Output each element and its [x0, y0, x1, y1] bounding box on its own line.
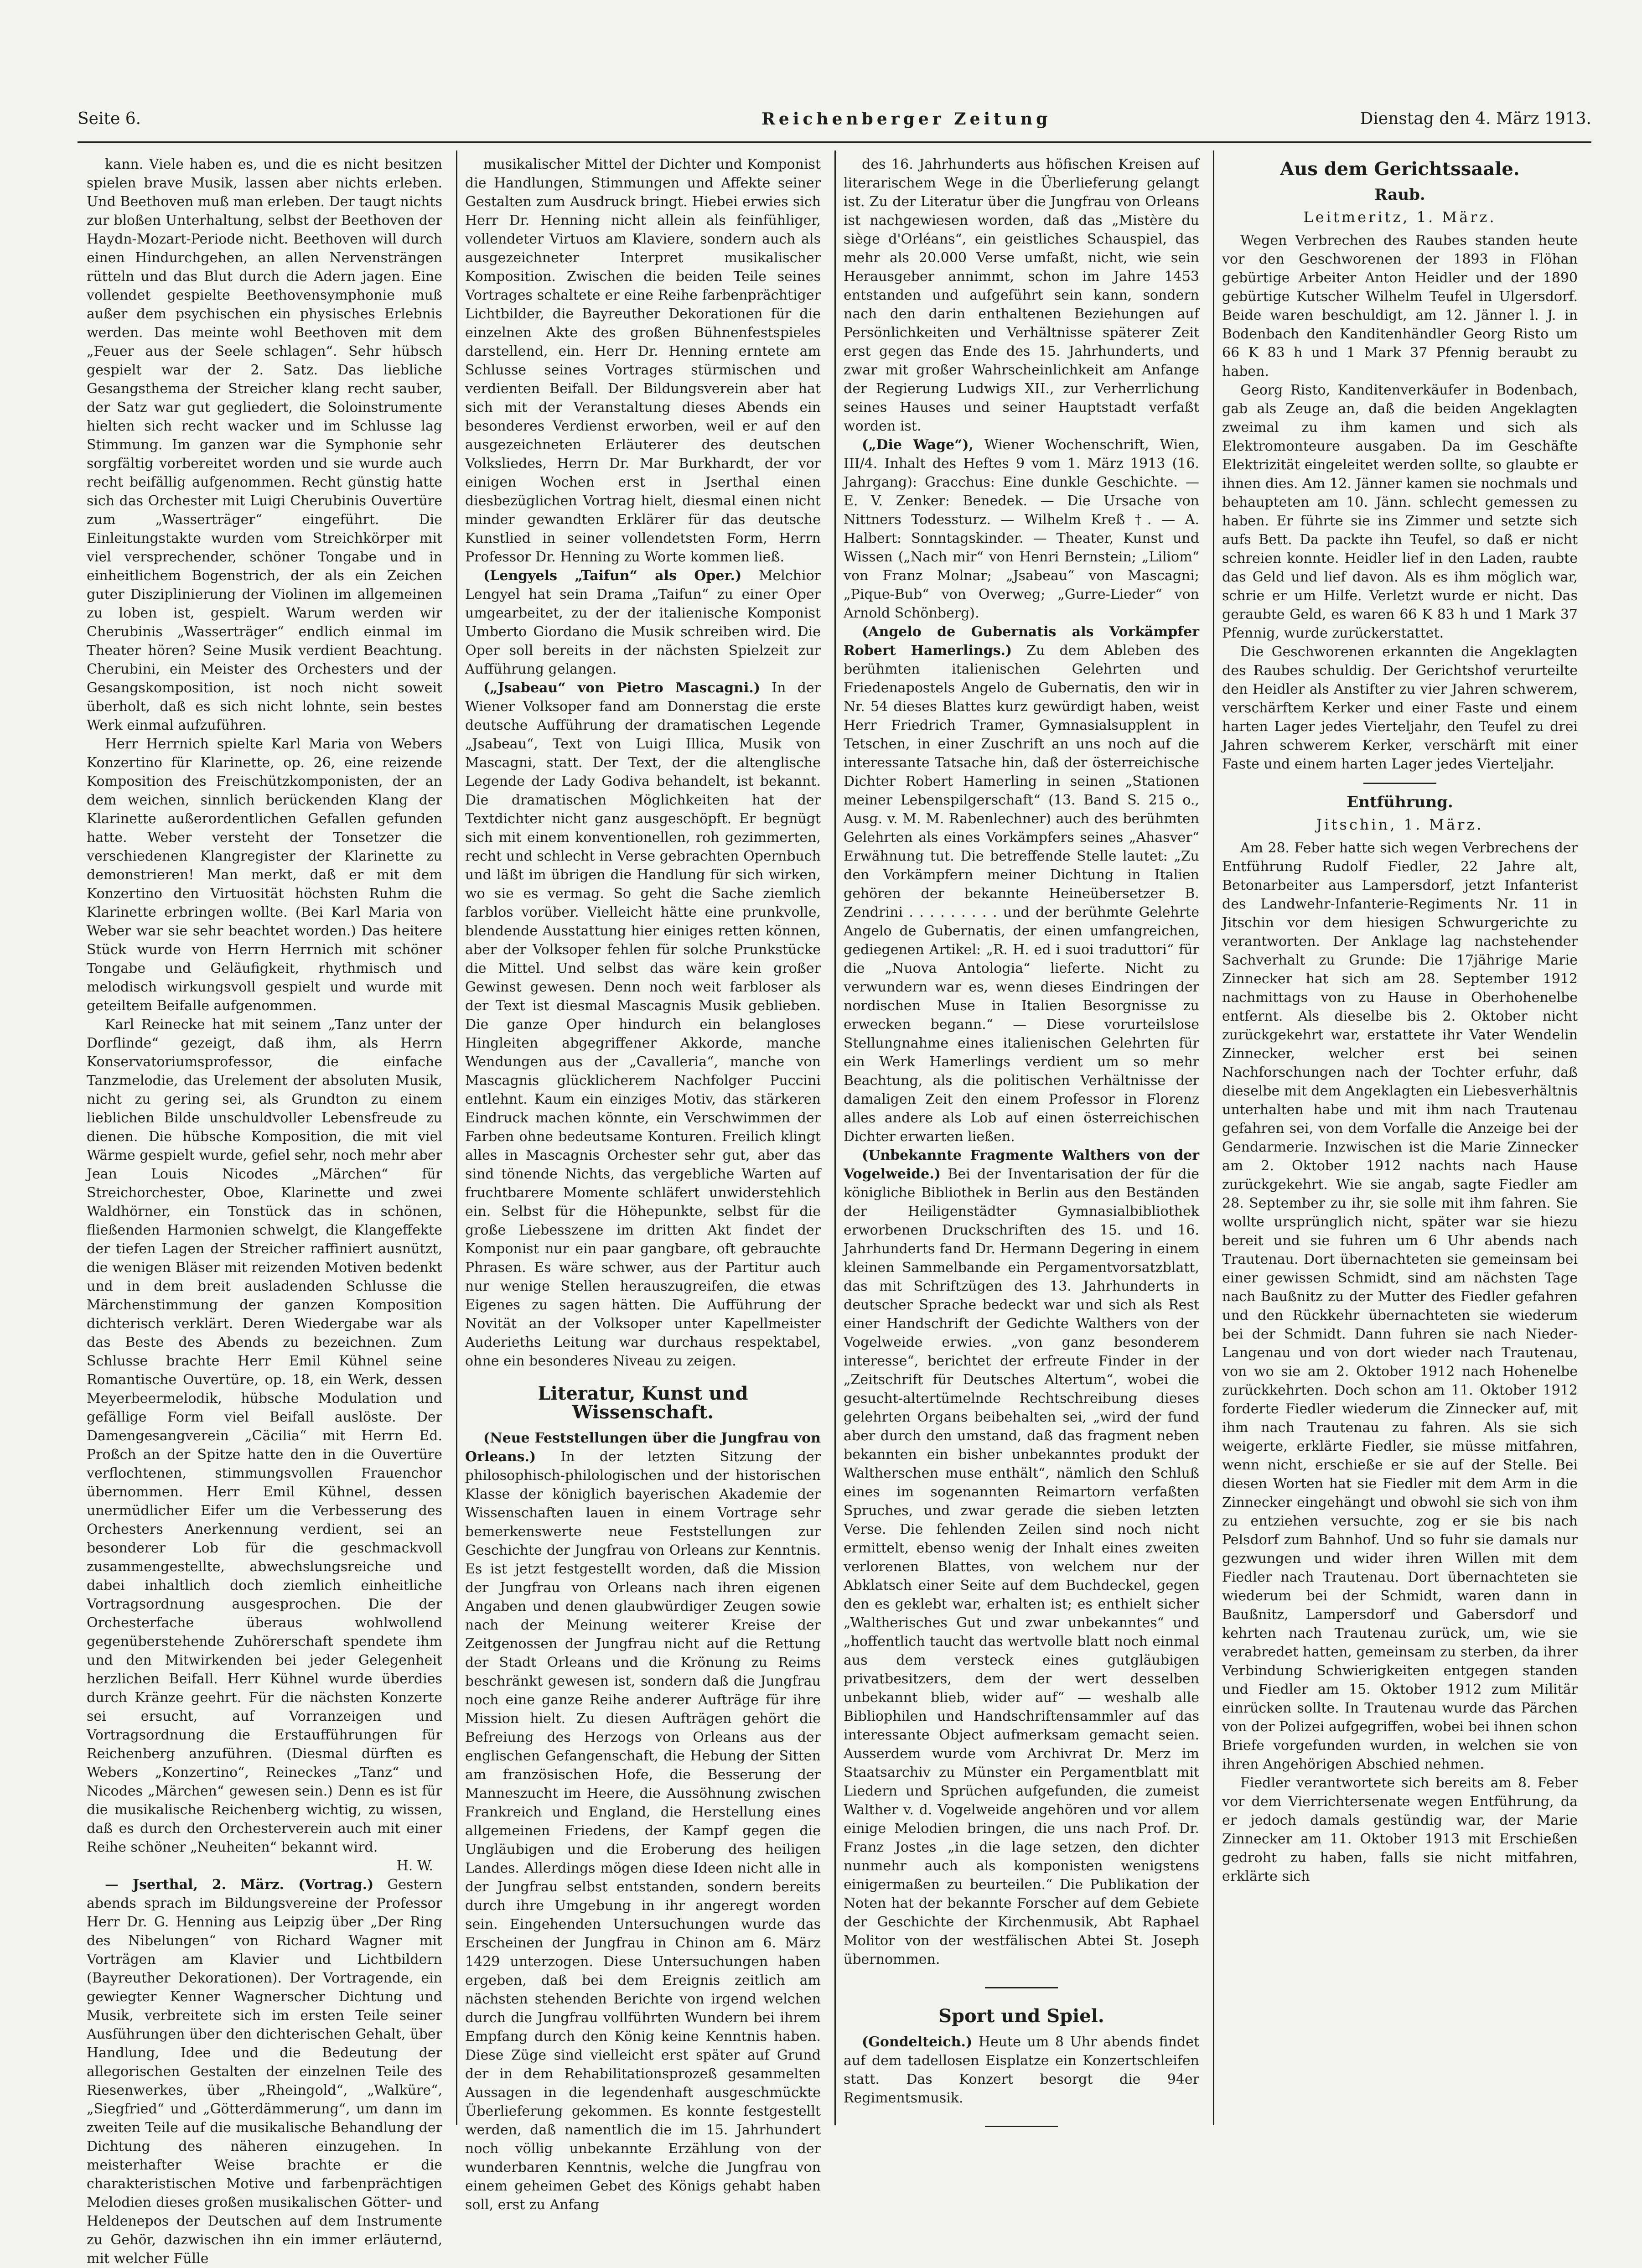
- column-1: [87, 155, 442, 2268]
- section-title: Aus dem Gerichtssaale.: [1280, 158, 1520, 180]
- article-text: Die Geschworenen erkannten die Angeklagten des Raubes schuldig. Der Gerichtshof verurteilte den Heidler als Anstifter zu vier Jahren schwerem, verschärftem Kerker und einer Faste und einem harten Lager jedes Vierteljahr, den Teufel zu drei Jahren schwerem Kerker, verschärft mit einer Faste und einem harten Lager jedes Vierteljahr.: [1222, 644, 1578, 772]
- article-text: Gestern abends sprach im Bildungsvereine der Professor Herr Dr. G. Henning aus Leipzig über „Der Ring des Nibelungen“ von Richard Wagner mit Vorträgen am Klavier und Lichtbildern (Bayreuther Dekorationen). Der Vortragende, ein gewiegter Kenner Wagnerscher Dichtung und Musik, verbreitete sich im ersten Teile seiner Ausführungen über den dichterischen Gehalt, über Handlung, Idee und die Bedeutung der allegorischen Gestalten der einzelnen Teile des Riesenwerkes, über „Rheingold“, „Walküre“, „Siegfried“ und „Götterdämmerung“, um dann im zweiten Teile auf die musikalische Behandlung der Dichtung des näheren einzugehen. In meisterhafter Weise brachte er die charakteristischen Motive und farbenprächtigen Melodien dieses großen musikalischen Götter- und Heldenepos der Deutschen auf dem Instrumente zu Gehör, dazwischen ihn ein immer erläuternd, mit welcher Fülle: [87, 1877, 442, 2267]
- article-subtitle: Entführung.: [1347, 793, 1453, 811]
- article-heading: („Die Wage“),: [862, 437, 974, 453]
- section-title: Literatur, Kunst und Wissenschaft.: [538, 1383, 748, 1423]
- page-header: [78, 109, 1591, 137]
- separator-rule: [1363, 783, 1436, 784]
- article-heading: — Jserthal, 2. März. (Vortrag.): [105, 1877, 374, 1893]
- article-text: kann. Viele haben es, und die es nicht besitzen spielen brave Musik, lassen aber nichts erleben. Und Beethoven muß man erleben. Der taugt nichts zur bloßen Unterhaltung, selbst der Beethoven der Haydn-Mozart-Periode nicht. Beethoven will durch einen Hindurchgehen, an allen Nervensträngen rütteln und das Blut durch die Adern jagen. Eine vollendet gespielte Beethovensymphonie muß außer dem psychischen ein physisches Erlebnis werden. Das meinte wohl Beethoven mit dem „Feuer aus der Seele schlagen“. Sehr hübsch gespielt war der 2. Satz. Das liebliche Gesangsthema der Streicher klang recht sauber, der Satz war gut gegliedert, die Soloinstrumente hielten sich recht wacker und im Schlusse lag Stimmung. Im ganzen war die Symphonie sehr sorgfältig vorbereitet worden und sie wurde auch recht beifällig aufgenommen. Recht günstig hatte sich das Orchester mit Luigi Cherubinis Ouvertüre zum „Wasserträger“ eingeführt. Die Einleitungstakte wurden vom Streichkörper mit viel versprechender, schöner Tongabe und in einheitlichem Bogenstrich, der als ein Zeichen guter Disziplinierung der Violinen im allgemeinen zu loben ist, gespielt. Warum werden wir Cherubinis „Wasserträger“ endlich einmal im Theater hören? Seine Musik verdient Beachtung. Cherubini, ein Meister des Orchesters und der Gesangskomposition, ist noch nicht soweit überholt, daß es sich nicht lohnte, sein bestes Werk einmal aufzuführen.: [87, 156, 442, 733]
- page-number: Seite 6.: [78, 109, 141, 128]
- article-text: Wiener Wochenschrift, Wien, III/4. Inhalt des Heftes 9 vom 1. März 1913 (16. Jahrgang): Gracchus: Eine dunkle Geschichte. — E. V. Zenker: Benedek. — Die Ursache von Nittners Todessturz. — Wilhelm Kreß †. — A. Halbert: Sonntagskinder. — Theater, Kunst und Wissen („Nach mir“ von Henri Bernstein; „Liliom“ von Franz Molnar; „Jsabeau“ von Mascagni; „Pique-Bub“ von Overweg; „Gurre-Lieder“ von Arnold Schönberg).: [844, 437, 1199, 621]
- article-text: In der Wiener Volksoper fand am Donnerstag die erste deutsche Aufführung der dramatischen Legende „Jsabeau“, Text von Luigi Illica, Musik von Mascagni, statt. Der Text, der die altenglische Legende der Lady Godiva behandelt, ist bekannt. Die dramatischen Möglichkeiten hat der Textdichter nicht ganz ausgeschöpft. Er begnügt sich mit einem konventionellen, roh gezimmerten, recht und schlecht in Verse gebrachten Opernbuch und läßt im übrigen die Handlung für sich wirken, wo sie es vermag. So geht die Sache ziemlich farblos vorüber. Vielleicht hätte eine prunkvolle, blendende Ausstattung hier einiges retten können, aber der Volksoper fehlen für solche Prunkstücke die Mittel. Und selbst das wäre kein großer Gewinst gewesen. Denn noch weit farbloser als der Text ist diesmal Mascagnis Musik geblieben. Die ganze Oper hindurch ein belangloses Hingleiten abgegriffener Akkorde, manche Wendungen aus der „Cavalleria“, manche von Mascagnis glücklicherem Nachfolger Puccini entlehnt. Kaum ein einziges Motiv, das stärkeren Eindruck machen könnte, ein Verschwimmen der Farben ohne bedeutsame Konturen. Freilich klingt alles in Mascagnis Orchester sehr gut, aber das sind tönende Nichts, das vergebliche Warten auf fruchtbarere Momente schläfert unwiderstehlich ein. Selbst für die Höhepunkte, selbst für die große Liebesszene im dritten Akt findet der Komponist nur ein paar gangbare, oft gebrauchte Phrasen. Es wäre schwer, aus der Partitur auch nur wenige Stellen herauszugreifen, die etwas Eigenes zu sagen hätten. Die Aufführung der Novität an der Volksoper unter Kapellmeister Auderieths Leitung war durchaus respektabel, ohne ein besonderes Niveau zu zeigen.: [465, 680, 821, 1369]
- article-text: Bei der Inventarisation der für die königliche Bibliothek in Berlin aus den Beständen der Heiligenstädter Gymnasialbibliothek erworbenen Druckschriften des 15. und 16. Jahrhunderts fand Dr. Hermann Degering in einem kleinen Sammelbande ein Pergamentvorsatzblatt, das mit Schriftzügen des 13. Jahrhunderts in deutscher Sprache bedeckt war und sich als Rest einer Handschrift der Gedichte Walthers von der Vogelweide erwies. „von ganz besonderem interesse“, berichtet der erfreute Finder in der „Zeitschrift für Deutsches Altertum“, wobei die gesucht-altertümelnde Rechtschreibung dieses gelehrten Organs beibehalten sei, „wird der fund aber durch den umstand, daß das fragment neben bekannten ein bisher unbekanntes produkt der Waltherschen muse enthält“, nämlich den Schluß eines im sogenannten Reimartorn verfaßten Spruches, und zwar gerade die sieben letzten Verse. Die fehlenden Zeilen sind noch nicht ermittelt, ebenso wenig der Inhalt eines zweiten verlorenen Blattes, von welchem nur der Abklatsch einer Seite auf dem Buchdeckel, gegen den es geklebt war, erhalten ist; es enthielt sicher „Waltherisches Gut und zwar unbekanntes“ und „hoffentlich taucht das wertvolle blatt noch einmal aus dem versteck eines gutgläubigen privatbesitzers, dem der wert desselben unbekannt blieb, wider auf“ — weshalb alle Bibliophilen und Handschriftensammler auf das interessante Object aufmerksam gemacht seien. Ausserdem wurde vom Archivrat Dr. Merz im Staatsarchiv zu Münster ein Pergamentblatt mit Liedern und Sprüchen aufgefunden, die zumeist Walther v. d. Vogelweide angehören und vor allem einige Melodien bringen, die uns nach Prof. Dr. Franz Jostes „in die lage setzen, den dichter nunmehr auch als komponisten wenigstens einigermaßen zu beurteilen.“ Die Publikation der Noten hat der bekannte Forscher auf dem Gebiete der Geschichte der Kirchenmusik, Abt Raphael Molitor von der westfälischen Abtei St. Joseph übernommen.: [844, 1166, 1199, 1967]
- article-text: Am 28. Feber hatte sich wegen Verbrechens der Entführung Rudolf Fiedler, 22 Jahre alt, Betonarbeiter aus Lampersdorf, jetzt Infanterist des Landwehr-Infanterie-Regiments Nr. 11 in Jitschin vor dem hiesigen Schwurgerichte zu verantworten. Der Anklage lag nachstehender Sachverhalt zu Grunde: Die 17jährige Marie Zinnecker hat sich am 28. September 1912 nachmittags von zu Hause in Oberhohenelbe entfernt. Als dieselbe bis 2. Oktober nicht zurückgekehrt war, erstattete ihr Vater Wendelin Zinnecker, welcher erst bei seinen Nachforschungen nach der Tochter erfuhr, daß dieselbe mit dem Angeklagten ein Liebesverhältnis unterhalten habe und mit ihm nach Trautenau gefahren sei, von dem Vorfalle die Anzeige bei der Gendarmerie. Inzwischen ist die Marie Zinnecker am 2. Oktober 1912 nachts nach Hause zurückgekehrt. Wie sie angab, sagte Fiedler am 28. September zu ihr, sie solle mit ihm fahren. Sie wollte ursprünglich nicht, später war sie hiezu bereit und sie fuhren um 6 Uhr abends nach Trautenau. Dort übernachteten sie gemeinsam bei einer gewissen Schmidt, sind am nächsten Tage nach Baußnitz zu der Mutter des Fiedler gefahren und den Rückkehr übernachteten sie wiederum bei der Schmidt. Dann fuhren sie nach Nieder-Langenau und von dort wieder nach Trautenau, von wo sie am 2. Oktober 1912 nach Hohenelbe zurückkehrten. Doch schon am 11. Oktober 1912 forderte Fiedler wiederum die Zinnecker auf, mit ihm nach Trautenau zu fahren. Als sie sich weigerte, erklärte Fiedler, sie müsse mitfahren, wenn nicht, erschieße er sie auf der Stelle. Bei diesen Worten hat sie Fiedler mit dem Arm in die Zinnecker eingehängt und obwohl sie sich von ihm zu entziehen versuchte, zog er sie bis nach Pelsdorf zum Bahnhof. Und so fuhr sie damals nur gezwungen und wider ihren Willen mit dem Fiedler nach Trautenau. Dort übernachteten sie wiederum bei der Schmidt, waren dann in Baußnitz, Lampersdorf und Gabersdorf und kehrten nach Trautenau zurück, um, wie sie verabredet hatten, gemeinsam zu sterben, da ihrer Verbindung Schwierigkeiten entgegen standen und Fiedler am 15. Oktober 1912 zum Militär einrücken sollte. In Trautenau wurde das Pärchen von der Polizei aufgegriffen, wobei bei ihnen schon Briefe vorgefunden wurden, in welchen sie von ihren Angehörigen Abschied nehmen.: [1222, 840, 1578, 1772]
- article-text: Georg Risto, Kanditenverkäufer in Bodenbach, gab als Zeuge an, daß die beiden Angeklagten zweimal zu ihm kamen und sich als Elektromonteure ausgaben. Da im Geschäfte Elektrizität eingeleitet werden sollte, so glaubte er ihnen dies. Am 12. Jänner kamen sie nochmals und behaupteten am 10. Jänn. schlecht gemessen zu haben. Er führte sie ins Zimmer und setzte sich aufs Bett. Da packte ihn Teufel, so daß er nicht schreien konnte. Heidler lief in den Laden, raubte das Geld und lief davon. Als es ihm möglich war, schrie er um Hilfe. Verletzt wurde er nicht. Das geraubte Geld, es waren 66 K 83 h und 1 Mark 37 Pfennig, wurde zurückerstattet.: [1222, 382, 1578, 641]
- article-text: Herr Herrnich spielte Karl Maria von Webers Konzertino für Klarinette, op. 26, eine reizende Komposition des Freischützkomponisten, der an dem weichen, sinnlich berückenden Klang der Klarinette außerordentlichen Gefallen gefunden hatte. Weber versteht der Tonsetzer die verschiedenen Klangregister der Klarinette zu demonstrieren! Man merkt, daß er mit dem Konzertino den Virtuosität höchsten Ruhm die Klarinette erbringen wollte. (Bei Karl Maria von Weber war sie sehr beachtet worden.) Das heitere Stück wurde von Herrn Herrnich mit schöner Tongabe und Geläufigkeit, rhythmisch und melodisch wirkungsvoll gespielt und wurde mit geteiltem Beifalle aufgenommen.: [87, 736, 442, 1014]
- article-heading: (Gondelteich.): [862, 2034, 973, 2050]
- dateline: Jitschin, 1. März.: [1316, 816, 1484, 833]
- column-rule-3: [1213, 151, 1214, 2125]
- article-text: Fiedler verantwortete sich bereits am 8. Feber vor dem Vierrichtersenate wegen Entführung, da er jedoch damals gestündig war, der Marie Zinnecker am 11. Oktober 1913 mit Erschießen gedroht zu haben, falls sie nicht mitfahren, erklärte sich: [1222, 1775, 1578, 1884]
- article-text: Karl Reinecke hat mit seinem „Tanz unter der Dorflinde“ gezeigt, daß ihm, als Herrn Konservatoriumsprofessor, die einfache Tanzmelodie, das Urelement der absoluten Musik, nicht zu gering sei, als Grundton zu einem lieblichen Bilde unschuldvoller Lebensfreude zu dienen. Die hübsche Komposition, die mit viel Wärme gespielt wurde, gefiel sehr, noch mehr aber Jean Louis Nicodes „Märchen“ für Streichorchester, Oboe, Klarinette und zwei Waldhörner, ein Tonstück das in schönen, fließenden Harmonien schwelgt, die Klangeffekte der tiefen Lagen der Streicher raffiniert ausnützt, die wenigen Bläser mit reizenden Motiven bedenkt und in dem breit ausladenden Schlusse die Märchenstimmung der ganzen Komposition dichterisch verklärt. Deren Wiedergabe war als das Beste des Abends zu bezeichnen. Zum Schlusse brachte Herr Emil Kühnel seine Romantische Ouvertüre, op. 18, ein Werk, dessen Meyerbeermelodik, hübsche Modulation und gefällige Form viel Beifall auslöste. Der Damengesangverein „Cäcilia“ mit Herrn Ed. Proßch an der Spitze hatte den in die Ouvertüre verflochtenen, stimmungsvollen Frauenchor übernommen. Herr Emil Kühnel, dessen unermüdlicher Eifer um die Verbesserung des Orchesters Anerkennung verdient, sei an besonderer Lob für die geschmackvoll zusammengestellte, abwechslungsreiche und dabei inhaltlich doch ziemlich einheitliche Vortragsordnung ausgesprochen. Die der Orchesterfache überaus wohlwollend gegenüberstehende Zuhörerschaft spendete ihm und den Mitwirkenden bei jeder Gelegenheit herzlichen Beifall. Herr Kühnel wurde überdies durch Kränze geehrt. Für die nächsten Konzerte sei ersucht, auf Vorranzeigen und Vortragsordnung die Erstaufführungen für Reichenberg anzuführen. (Diesmal dürften es Webers „Konzertino“, Reineckes „Tanz“ und Nicodes „Märchen“ gewesen sein.) Denn es ist für die musikalische Reichenberg wichtig, zu wissen, daß es durch den Orchesterverein auch mit einer Reihe schöner „Neuheiten“ bekannt wird.: [87, 1017, 442, 1855]
- issue-date: Dienstag den 4. März 1913.: [1360, 109, 1591, 128]
- article-text: Wegen Verbrechen des Raubes standen heute vor den Geschworenen der 1893 in Flöhan gebürtige Arbeiter Anton Heidler und der 1890 gebürtige Kutscher Wilhelm Teufel in Ulgersdorf. Beide waren beschuldigt, am 12. Jänner l. J. in Bodenbach den Kanditenhändler Georg Risto um 66 K 83 h und 1 Mark 37 Pfennig beraubt zu haben.: [1222, 233, 1578, 379]
- article-text: In der letzten Sitzung der philosophisch-philologischen und der historischen Klasse der königlich bayerischen Akademie der Wissenschaften lauen in einem Vortrage sehr bemerkenswerte neue Feststellungen zur Geschichte der Jungfrau von Orleans zur Kenntnis. Es ist jetzt festgestellt worden, daß die Mission der Jungfrau von Orleans nach ihren eigenen Angaben und denen glaubwürdiger Zeugen sowie nach der Meinung weiterer Kreise der Zeitgenossen der Jungfrau nicht auf die Rettung der Stadt Orleans und die Krönung zu Reims beschränkt gewesen ist, sondern daß die Jungfrau noch eine ganze Reihe anderer Aufträge für ihre Mission hielt. Zu diesen Aufträgen gehört die Befreiung des Herzogs von Orleans aus der englischen Gefangenschaft, die Hebung der Sitten am französischen Hofe, die Besserung der Manneszucht im Heere, die Aussöhnung zwischen Frankreich und England, die Herstellung eines allgemeinen Friedens, der Kampf gegen die Ungläubigen und die Eroberung des heiligen Landes. Allerdings mögen diese Ideen nicht alle in der Jungfrau selbst entstanden, sondern bereits durch ihre Umgebung in ihr angeregt worden sein. Eingehenden Untersuchungen wurde das Erscheinen der Jungfrau in Chinon am 6. März 1429 unterzogen. Diese Untersuchungen haben ergeben, daß bei dem Ereignis zeitlich am nächsten stehenden Berichte von irgend welchen durch die Jungfrau vollführten Wundern bei ihrem Empfang durch den König keine Kenntnis haben. Diese Züge sind vielleicht erst später auf Grund der in dem Rehabilitationsprozeß gesammelten Aussagen in die legendenhaft ausgeschmückte Überlieferung gekommen. Es konnte festgestellt werden, daß namentlich die im 15. Jahrhundert noch völlig unbekannte Erzählung von der wunderbaren Kenntnis, welche die Jungfrau von einem geheimen Gebet des Königs gehabt haben soll, erst zu Anfang: [465, 1449, 821, 2213]
- article-heading: (Neue Feststellungen über die Jungfrau von Orleans.): [465, 1430, 821, 1465]
- article-text: Heute um 8 Uhr abends findet auf dem tadellosen Eisplatze ein Konzertschleifen statt. Das Konzert besorgt die 94er Regimentsmusik.: [844, 2034, 1199, 2106]
- header-rule: [78, 141, 1591, 143]
- newspaper-page: [78, 109, 1591, 2267]
- article-heading: („Jsabeau“ von Pietro Mascagni.): [483, 680, 761, 696]
- article-heading: (Unbekannte Fragmente Walthers von der Vogelweide.): [844, 1147, 1199, 1182]
- article-text: musikalischer Mittel der Dichter und Komponist die Handlungen, Stimmungen und Affekte seiner Gestalten zum Ausdruck bringt. Hiebei erwies sich Herr Dr. Henning nicht allein als feinfühliger, vollendeter Virtuos am Klaviere, sondern auch als ausgezeichneter Interpret musikalischer Komposition. Zwischen die beiden Teile seines Vortrages schaltete er eine Reihe farbenprächtiger Lichtbilder, die Bayreuther Dekorationen für die einzelnen Akte des großen Bühnenfestspieles darstellend, ein. Herr Dr. Henning erntete am Schlusse seines Vortrages stürmischen und verdienten Beifall. Der Bildungsverein aber hat sich mit der Veranstaltung dieses Abends ein besonderes Verdienst erworben, weil er auf den ausgezeichneten Erläuterer des deutschen Volksliedes, Herrn Dr. Mar Burkhardt, der vor einigen Wochen erst in Jserthal einen diesbezüglichen Vortrag hielt, diesmal einen nicht minder gewandten Erklärer für das deutsche Kunstlied in seiner vollendetsten Form, Herrn Professor Dr. Henning zu Worte kommen ließ.: [465, 156, 821, 565]
- column-rule-1: [456, 151, 457, 2125]
- article-subtitle: Raub.: [1374, 186, 1425, 204]
- column-3: [844, 155, 1199, 2145]
- article-heading: (Angelo de Gubernatis als Vorkämpfer Robert Hamerlings.): [844, 624, 1199, 659]
- column-4: [1222, 155, 1578, 1886]
- article-text: Melchior Lengyel hat sein Drama „Taifun“ zu einer Oper umgearbeitet, zu der der italienische Komponist Umberto Giordano die Musik schreiben wird. Die Oper soll bereits in der nächsten Spielzeit zur Aufführung gelangen.: [465, 568, 821, 677]
- article-text: Zu dem Ableben des berühmten italienischen Gelehrten und Friedenapostels Angelo de Gubernatis, den wir in Nr. 54 dieses Blattes kurz gewürdigt haben, weist Herr Friedrich Tramer, Gymnasialsupplent in Tetschen, in einer Zuschrift an uns noch auf die interessante Tatsache hin, daß der österreichische Dichter Robert Hamerling in seinen „Stationen meiner Lebenspilgerschaft“ (13. Band S. 215 o., Ausg. v. M. M. Rabenlechner) auch des berühmten Gelehrten als eines Vorkämpfers seines „Ahasver“ Erwähnung tut. Die betreffende Stelle lautet: „Zu den Vorkämpfern meiner Dichtung in Italien gehören der bekannte Heineübersetzer B. Zendrini . . . . . . . . . und der berühmte Gelehrte Angelo de Gubernatis, der einen umfangreichen, gediegenen Artikel: „R. H. ed i suoi traduttori“ für die „Nuova Antologia“ lieferte. Nicht zu verwundern war es, wenn dieses Eindringen der nordischen Muse in Italien Besorgnisse zu erwecken begann.“ — Diese vorurteilslose Stellungnahme eines italienischen Gelehrten für ein Werk Hamerlings verdient um so mehr Beachtung, als die politischen Verhältnisse der damaligen Zeit den einem Professor in Florenz alles andere als Lob auf einen österreichischen Dichter erwarten ließen.: [844, 643, 1199, 1145]
- dateline: Leitmeritz, 1. März.: [1303, 208, 1497, 226]
- column-2: [465, 155, 821, 2214]
- section-title: Sport und Spiel.: [938, 2005, 1104, 2027]
- author-signature: H. W.: [396, 1858, 433, 1874]
- article-heading: (Lengyels „Taifun“ als Oper.): [483, 568, 742, 584]
- newspaper-title: Reichenberger Zeitung: [761, 109, 1052, 129]
- separator-rule: [985, 1987, 1058, 1988]
- column-rule-2: [834, 151, 836, 2125]
- separator-rule: [985, 2126, 1058, 2127]
- article-text: des 16. Jahrhunderts aus höfischen Kreisen auf literarischem Wege in die Überlieferung gelangt ist. Zu der Literatur über die Jungfrau von Orleans ist nachgewiesen worden, daß das „Mistère du siège d'Orléans“, ein geistliches Schauspiel, das mehr als 20.000 Verse umfaßt, nicht, wie sein Herausgeber annimmt, schon im Jahre 1453 entstanden und aufgeführt sein kann, sondern nach den darin enthaltenen Beziehungen auf Persönlichkeiten und Verhältnisse späterer Zeit erst gegen das Ende des 15. Jahrhunderts, und zwar mit großer Wahrscheinlichkeit am Anfange der Regierung Ludwigs XII., zur Verherrlichung seines Hauses und seiner Hauptstadt verfaßt worden ist.: [844, 156, 1199, 434]
